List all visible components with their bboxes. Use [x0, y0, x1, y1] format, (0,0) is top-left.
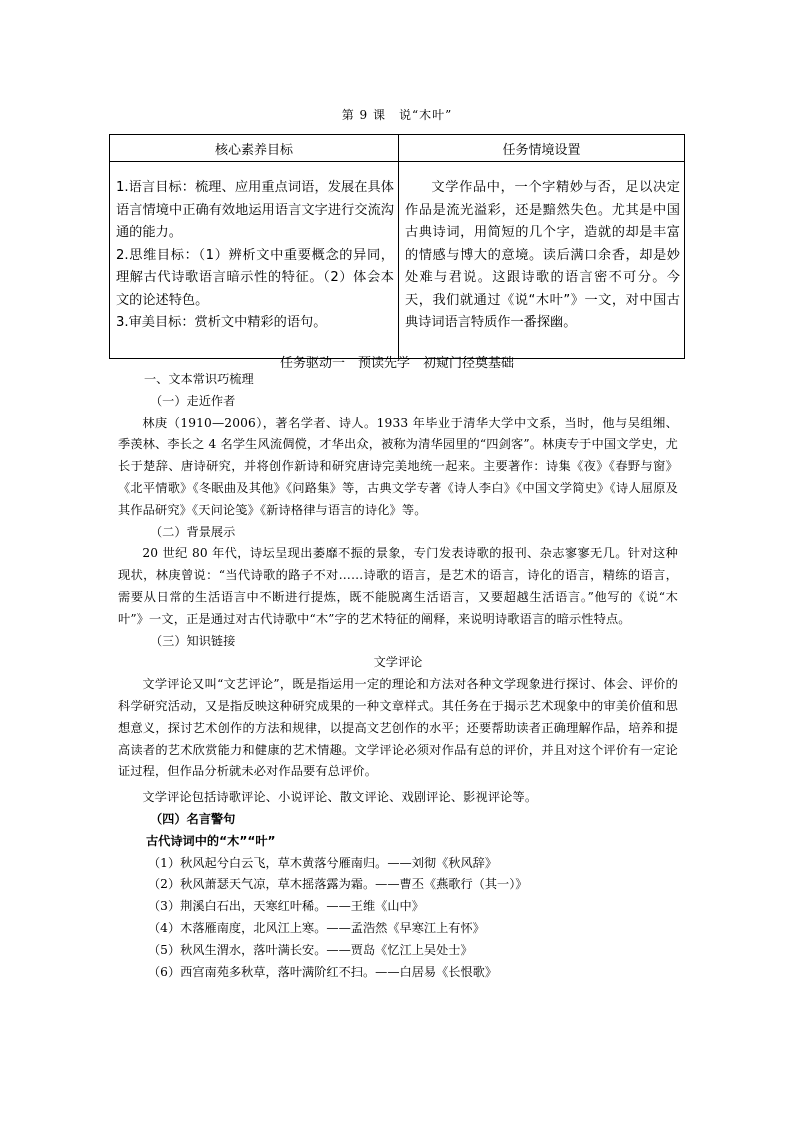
quote-line: （6）西宫南苑多秋草，落叶满阶红不扫。——白居易《长恨歌》 — [148, 964, 498, 979]
goal-item: 2.思维目标：（1）辨析文中重要概念的异同，理解古代诗歌语言暗示性的特征。（2）体会本文的论述特色。 — [116, 247, 394, 308]
subsection-background: （二）背景展示 — [150, 524, 236, 539]
quote-line: （1）秋风起兮白云飞，草木黄落兮雁南归。——刘彻《秋风辞》 — [148, 855, 498, 870]
author-paragraph: 林庚（1910—2006），著名学者、诗人。1933 年毕业于清华大学中文系，当时，他与吴组缃、季羡林、李长之 4 名学生风流倜傥，才华出众，被称为清华园里的“四剑客”。林庚专于中国文学史，尤长于楚辞、唐诗研究，并将创作新诗和研究唐诗完美地统一起来。主要著作：诗集《夜》《春野与窗》《北平情歌》《冬眠曲及其他》《问路集》等，古典文学专著《诗人李白》《中国文学简史》《诗人屈原及其作品研究》《天问论笺》《新诗格律与语言的诗化》等。 — [118, 415, 678, 517]
subsection-author: （一）走近作者 — [150, 393, 236, 408]
lesson-title: 第 9 课 说“木叶” — [341, 108, 453, 122]
background-paragraph: 20 世纪 80 年代，诗坛呈现出萎靡不振的景象，专门发表诗歌的报刊、杂志寥寥无几。针对这种现状，林庚曾说：“当代诗歌的路子不对……诗歌的语言，是艺术的语言，诗化的语言，精练的语言，需要从日常的生活语言中不断进行提炼，既不能脱离生活语言，又要超越生活语言。”他写的《说“木叶”》一文，正是通过对古代诗歌中“木”字的艺术特征的阐释，来说明诗歌语言的暗示性特点。 — [118, 546, 678, 626]
quote-line: （4）木落雁南度，北风江上寒。——孟浩然《早寒江上有怀》 — [148, 920, 485, 935]
section-heading: 一、文本常识巧梳理 — [144, 372, 254, 386]
goals-header-left: 核心素养目标 — [110, 135, 399, 162]
task-drive-heading: 任务驱动一 预读先学 初窥门径奠基础 — [279, 356, 514, 371]
goal-item: 3.审美目标：赏析文中精彩的语句。 — [116, 315, 327, 331]
knowledge-title: 文学评论 — [373, 655, 423, 670]
knowledge-paragraph: 文学评论包括诗歌评论、小说评论、散文评论、戏剧评论、影视评论等。 — [142, 790, 538, 805]
quote-line: （5）秋风生渭水，落叶满长安。——贾岛《忆江上吴处士》 — [148, 942, 473, 957]
quote-line: （2）秋风萧瑟天气凉，草木摇落露为霜。——曹丕《燕歌行（其一）》 — [148, 877, 528, 892]
subsection-quotes: （四）名言警句 — [150, 811, 236, 826]
goals-header-right: 任务情境设置 — [399, 135, 685, 162]
section-one — [118, 369, 678, 983]
quotes-heading: 古代诗词中的“木”“叶” — [146, 833, 276, 848]
goals-cell-left — [110, 162, 399, 359]
knowledge-paragraph: 文学评论又叫“文艺评论”，既是指运用一定的理论和方法对各种文学现象进行探讨、体会、评价的科学研究活动，又是指反映这种研究成果的一种文章样式。其任务在于揭示艺术现象中的审美价值和思想意义，探讨艺术创作的方法和规律，以提高文艺创作的水平；还要帮助读者正确理解作品，培养和提高读者的艺术欣赏能力和健康的艺术情趣。文学评论必须对作品有总的评价，并且对这个评价有一定论证过程，但作品分析就未必对作品要有总评价。 — [118, 677, 678, 779]
quote-line: （3）荆溪白石出，天寒红叶稀。——王维《山中》 — [148, 899, 424, 914]
situation-text: 文学作品中，一个字精妙与否，足以决定作品是流光溢彩，还是黯然失色。尤其是中国古典诗词，用简短的几个字，造就的却是丰富的情感与博大的意境。读后满口余香，却是妙处难与君说。这跟诗歌的语言密不可分。今天，我们就通过《说“木叶”》一文，对中国古典诗词语言特质作一番探幽。 — [405, 180, 680, 331]
goals-table — [109, 134, 685, 359]
goals-cell-right — [399, 162, 685, 359]
goal-item: 1.语言目标：梳理、应用重点词语，发展在具体语言情境中正确有效地运用语言文字进行交流沟通的能力。 — [116, 180, 394, 241]
subsection-knowledge: （三）知识链接 — [150, 633, 236, 648]
